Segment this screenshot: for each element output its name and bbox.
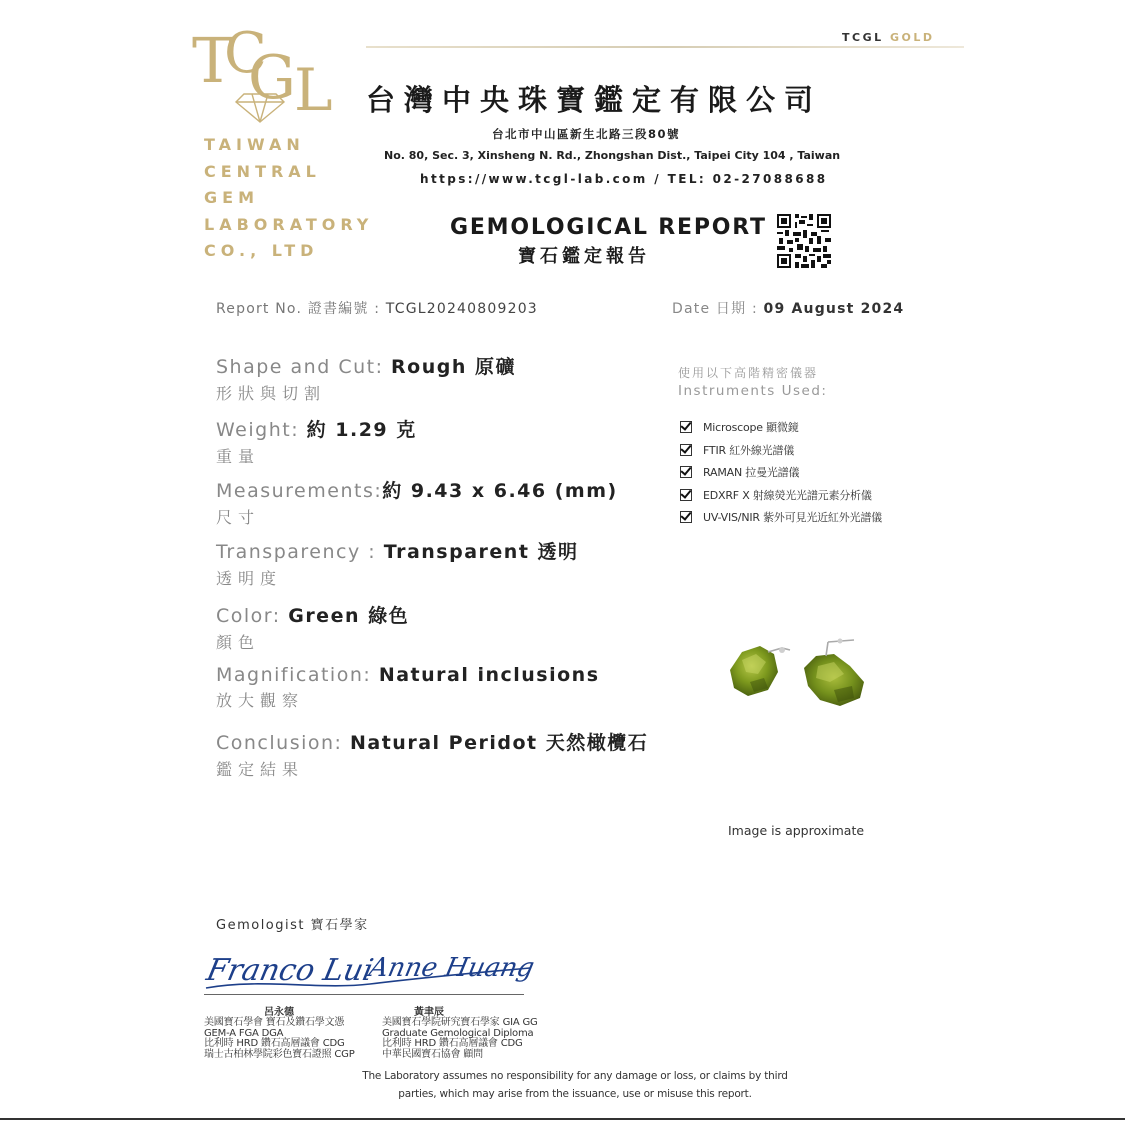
instrument-item bbox=[680, 463, 799, 481]
field-value: 約 9.43 x 6.46 (mm) bbox=[382, 480, 618, 502]
field-label: Measurements: bbox=[216, 480, 383, 502]
field-label-zh: 形狀與切割 bbox=[216, 384, 327, 403]
address-zh: 台北市中山區新生北路三段80號 bbox=[492, 127, 681, 141]
company-name-zh: 台灣中央珠寶鑑定有限公司 bbox=[366, 83, 823, 117]
field-label-zh: 鑑定結果 bbox=[216, 760, 305, 779]
field-label: Shape and Cut: bbox=[216, 356, 392, 378]
field-transparency bbox=[216, 537, 579, 589]
svg-text:T: T bbox=[192, 24, 234, 97]
gemologist-credentials-2 bbox=[382, 1018, 538, 1060]
gemologist-signatures bbox=[200, 938, 540, 998]
instrument-label: RAMAN 拉曼光譜儀 bbox=[703, 466, 800, 479]
report-title-en: GEMOLOGICAL REPORT bbox=[450, 215, 767, 240]
field-measurements bbox=[216, 476, 618, 528]
bottom-border bbox=[0, 1118, 1125, 1120]
field-value: Natural Peridot 天然橄欖石 bbox=[350, 732, 649, 754]
header-divider bbox=[366, 46, 964, 48]
website-and-phone: https://www.tcgl-lab.com / TEL: 02-27088688 bbox=[420, 172, 828, 186]
report-number-value: TCGL20240809203 bbox=[385, 301, 538, 317]
signature-line bbox=[204, 994, 524, 995]
field-label: Magnification: bbox=[216, 664, 379, 686]
credential-line: GEM-A FGA DGA bbox=[204, 1027, 284, 1039]
field-value: Natural inclusions bbox=[378, 664, 600, 686]
disclaimer bbox=[340, 1067, 810, 1103]
credential-line: 比利時 HRD 鑽石高層議會 CDG bbox=[382, 1038, 523, 1049]
instrument-label: FTIR 紅外線光譜儀 bbox=[703, 444, 795, 457]
checkbox-checked-icon[interactable] bbox=[680, 421, 692, 433]
report-date bbox=[672, 298, 904, 318]
gemologist-name-1: 呂永德 bbox=[264, 1007, 294, 1018]
credential-line: Graduate Gemological Diploma bbox=[382, 1027, 534, 1039]
field-label-zh: 放大觀察 bbox=[216, 691, 305, 710]
gem-photo bbox=[716, 632, 876, 722]
field-label-zh: 透明度 bbox=[216, 569, 283, 588]
report-title-zh: 寶石鑑定報告 bbox=[518, 246, 650, 267]
tcgl-logo bbox=[190, 24, 340, 124]
field-label: Color: bbox=[216, 605, 289, 627]
credential-line: 美國寶石學院研究寶石學家 GIA GG bbox=[382, 1017, 538, 1028]
field-label-zh: 尺寸 bbox=[216, 508, 261, 527]
qr-code-icon[interactable] bbox=[777, 214, 831, 268]
checkbox-checked-icon[interactable] bbox=[680, 511, 692, 523]
brand-tag bbox=[842, 31, 935, 44]
gem-stone-right bbox=[804, 639, 864, 707]
gemologist-credentials-1 bbox=[204, 1018, 355, 1060]
disclaimer-line: The Laboratory assumes no responsibility for any damage or loss, or claims by third bbox=[362, 1070, 788, 1082]
field-color bbox=[216, 601, 409, 653]
field-conclusion bbox=[216, 728, 648, 780]
svg-text:L: L bbox=[294, 56, 333, 124]
checkbox-checked-icon[interactable] bbox=[680, 489, 692, 501]
instruments-title-zh: 使用以下高階精密儀器 bbox=[678, 366, 819, 380]
field-label-zh: 重量 bbox=[216, 447, 261, 466]
checkbox-checked-icon[interactable] bbox=[680, 466, 692, 478]
instrument-item bbox=[680, 508, 882, 526]
disclaimer-line: parties, which may arise from the issuance, use or misuse this report. bbox=[398, 1088, 752, 1100]
logo-line: CO., LTD bbox=[204, 241, 319, 260]
field-value: Rough 原礦 bbox=[391, 356, 516, 378]
svg-text:C: C bbox=[224, 24, 267, 86]
credential-line: 中華民國寶石協會 顧問 bbox=[382, 1048, 483, 1060]
credential-line: 美國寶石學會 寶石及鑽石學文憑 bbox=[204, 1017, 345, 1028]
instrument-label: EDXRF X 射線熒光光譜元素分析儀 bbox=[703, 489, 872, 502]
logo-company-name bbox=[204, 132, 373, 265]
svg-text:G: G bbox=[248, 43, 296, 113]
field-label: Conclusion: bbox=[216, 732, 350, 754]
credential-line: 比利時 HRD 鑽石高層議會 CDG bbox=[204, 1038, 345, 1049]
credential-line: 瑞士古柏林學院彩色寶石證照 CGP bbox=[204, 1048, 355, 1060]
signature-1: Franco Lui bbox=[203, 953, 377, 988]
instrument-label: Microscope 顯微鏡 bbox=[703, 421, 799, 434]
logo-line: TAIWAN bbox=[204, 135, 305, 154]
report-date-label: Date 日期 : bbox=[672, 301, 764, 317]
gemologist-name-2: 黃聿辰 bbox=[414, 1007, 444, 1018]
gemologist-label: Gemologist 寶石學家 bbox=[216, 918, 369, 933]
field-label-zh: 顏色 bbox=[216, 633, 261, 652]
instruments-title-en: Instruments Used: bbox=[678, 383, 828, 399]
gem-stone-left bbox=[730, 646, 790, 696]
brand-tag-tcgl: TCGL bbox=[842, 31, 884, 44]
field-label: Transparency : bbox=[216, 541, 384, 563]
field-label: Weight: bbox=[216, 419, 307, 441]
instrument-item bbox=[680, 441, 794, 459]
field-value: Green 綠色 bbox=[288, 605, 410, 627]
instrument-item bbox=[680, 418, 799, 436]
field-weight bbox=[216, 415, 417, 467]
report-number bbox=[216, 298, 538, 318]
field-value: Transparent 透明 bbox=[383, 541, 579, 563]
brand-tag-gold: GOLD bbox=[889, 31, 935, 44]
report-number-label: Report No. 證書編號 : bbox=[216, 301, 386, 317]
checkbox-checked-icon[interactable] bbox=[680, 444, 692, 456]
logo-line: CENTRAL bbox=[204, 161, 321, 181]
image-approximate-note: Image is approximate bbox=[728, 823, 865, 838]
instrument-item bbox=[680, 486, 872, 504]
report-date-value: 09 August 2024 bbox=[763, 301, 905, 317]
address-en: No. 80, Sec. 3, Xinsheng N. Rd., Zhongshan Dist., Taipei City 104 , Taiwan bbox=[384, 149, 841, 162]
instrument-label: UV-VIS/NIR 紫外可見光近紅外光譜儀 bbox=[703, 511, 882, 524]
signature-2: Anne Huang bbox=[366, 953, 537, 983]
field-value: 約 1.29 克 bbox=[306, 419, 417, 441]
field-magnification bbox=[216, 664, 600, 711]
logo-line: LABORATORY bbox=[204, 214, 374, 234]
field-shape-and-cut bbox=[216, 352, 516, 404]
logo-line: GEM bbox=[204, 188, 259, 207]
